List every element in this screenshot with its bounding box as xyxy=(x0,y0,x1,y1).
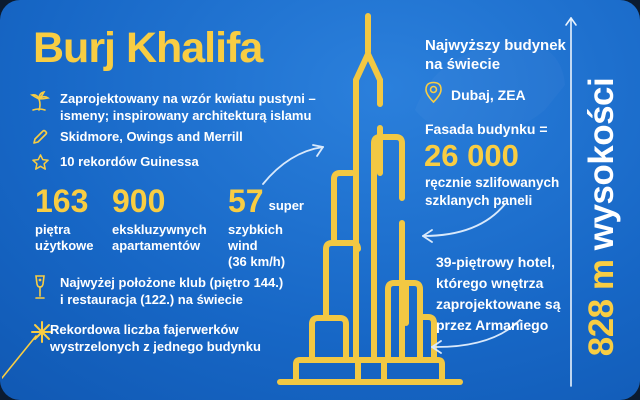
arrow-elevators-to-tower xyxy=(255,138,335,193)
hotel-line2: którego wnętrza xyxy=(436,275,544,291)
fact-club-line1: Najwyżej położone klub (piętro 144.) xyxy=(60,275,284,290)
fact-fireworks-line1: Rekordowa liczba fajerwerków xyxy=(50,322,239,337)
facade-value: 26 000 xyxy=(424,138,519,173)
headline-tallest-building xyxy=(425,36,566,74)
stat-elevators-suffix: super xyxy=(268,198,304,213)
pencil-icon xyxy=(28,128,52,146)
height-measure-arrow xyxy=(564,14,578,388)
fact-design-line1: Zaprojektowany na wzór kwiatu pustyni – xyxy=(60,91,316,106)
palm-icon xyxy=(28,90,52,124)
hotel-line4: przez Armaniego xyxy=(436,317,549,333)
stat-elevators-label2: (36 km/h) xyxy=(228,254,286,269)
stat-apartments-value: 900 xyxy=(112,183,166,219)
fact-design-line2: ismeny; inspirowany architekturą islamu xyxy=(60,108,312,123)
height-value: 828 m xyxy=(582,259,621,357)
facade-description xyxy=(425,174,559,210)
fact-architects-line1: Skidmore, Owings and Merrill xyxy=(60,129,243,144)
facade-desc-line2: szklanych paneli xyxy=(425,193,533,208)
stat-floors-label2: użytkowe xyxy=(35,238,94,253)
stat-floors-label1: piętra xyxy=(35,222,71,237)
stat-apartments xyxy=(112,184,207,254)
facade-label: Fasada budynku = xyxy=(425,121,548,137)
facade-desc-line1: ręcznie szlifowanych xyxy=(425,175,560,190)
fact-records-line1: 10 rekordów Guinessa xyxy=(60,154,199,169)
stat-elevators-value: 57 xyxy=(228,183,264,219)
height-word: wysokości xyxy=(582,77,621,260)
champagne-icon xyxy=(28,274,52,308)
hotel-fact xyxy=(436,252,561,336)
headline-line2: na świecie xyxy=(425,56,501,73)
hotel-line3: zaprojektowane są xyxy=(436,296,561,312)
stat-floors xyxy=(35,184,94,254)
location-pin-icon xyxy=(424,81,443,109)
star-icon xyxy=(28,153,52,172)
headline-line1: Najwyższy budynek xyxy=(425,37,566,54)
stat-floors-value: 163 xyxy=(35,183,89,219)
stat-apartments-label2: apartamentów xyxy=(112,238,201,253)
stat-elevators-label1: szybkich wind xyxy=(228,222,283,253)
hotel-line1: 39-piętrowy hotel, xyxy=(436,254,556,270)
fact-fireworks-line2: wystrzelonych z jednego budynku xyxy=(50,339,261,354)
location-row xyxy=(424,81,526,109)
page-title: Burj Khalifa xyxy=(33,24,263,72)
firework-icon xyxy=(2,320,54,382)
height-label xyxy=(577,38,627,396)
location-label: Dubaj, ZEA xyxy=(451,87,526,103)
stat-apartments-label1: ekskluzywnych xyxy=(112,222,207,237)
fact-club-line2: i restauracja (122.) na świecie xyxy=(60,292,243,307)
